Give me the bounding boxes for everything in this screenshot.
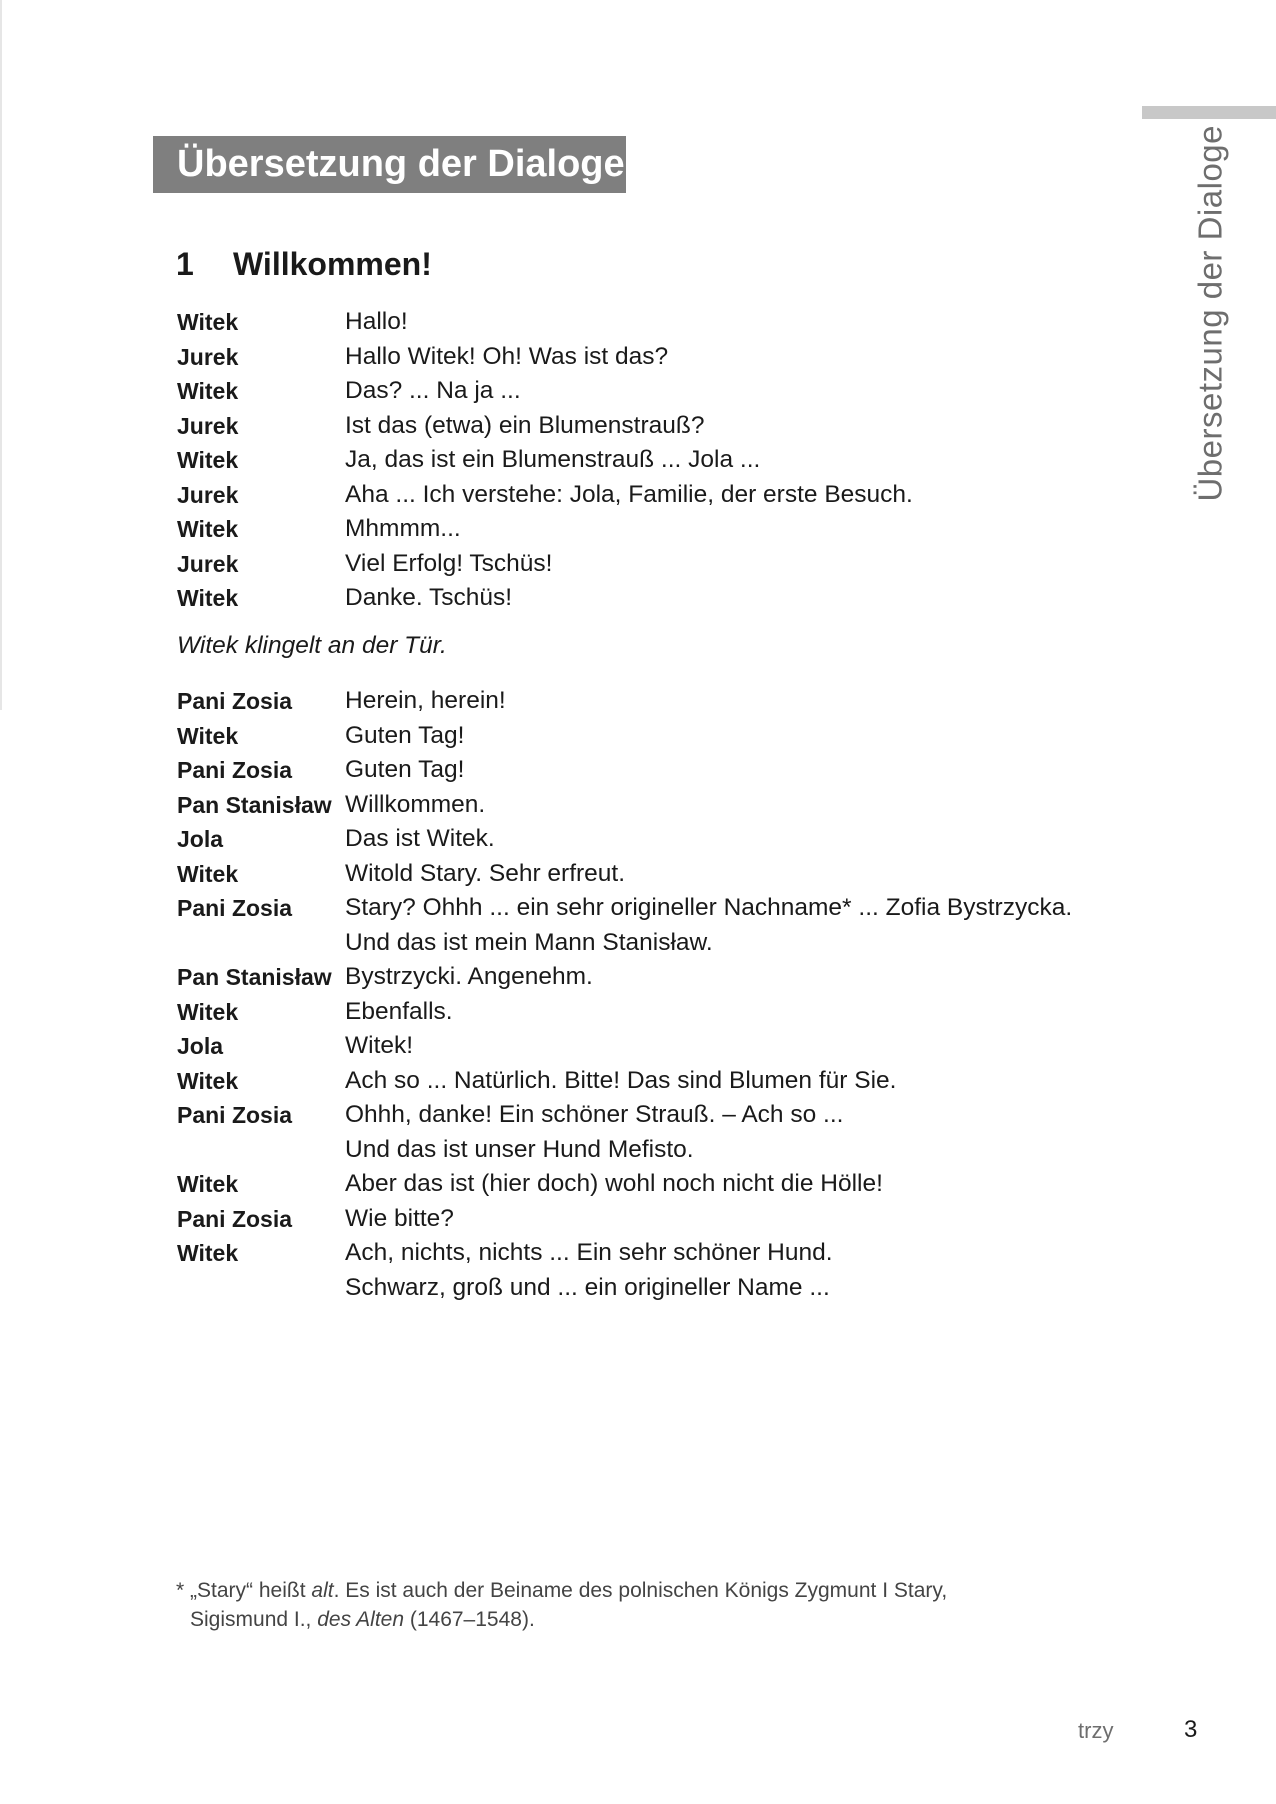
dialog-line: Guten Tag! — [345, 756, 465, 783]
dialog-text — [345, 512, 461, 547]
footnote-text: Sigismund I., — [190, 1608, 318, 1631]
side-tab-title: Übersetzung der Dialoge — [1192, 125, 1229, 502]
dialog-text — [345, 788, 485, 823]
dialog-row — [177, 822, 1097, 857]
dialog-line: Guten Tag! — [345, 721, 465, 749]
footnote — [176, 1576, 947, 1634]
speaker-name: Witek — [177, 516, 239, 542]
dialog-line: Aber das ist (hier doch) wohl noch nicht die Hölle! — [345, 1170, 883, 1197]
dialog-line: Ohhh, danke! Ein schöner Strauß. – Ach so ... — [345, 1101, 844, 1128]
dialog-line: Das? ... Na ja ... — [345, 377, 521, 404]
dialog-row — [177, 1064, 1097, 1099]
dialog-line: Ja, das ist ein Blumenstrauß ... Jola ... — [345, 446, 761, 473]
dialog-line: Hallo Witek! Oh! Was ist das? — [345, 342, 669, 370]
left-margin-rule — [0, 0, 2, 710]
dialog-text — [345, 857, 625, 892]
dialog-text — [345, 340, 668, 375]
speaker-name: Pan Stanisław — [177, 791, 332, 818]
dialog-line: Danke. Tschüs! — [345, 584, 513, 611]
dialog-row — [177, 995, 1097, 1030]
footnote-text: . Es ist auch der Beiname des polnischen Königs Zygmunt I Stary, — [333, 1579, 948, 1602]
speaker-name: Jola — [177, 1033, 224, 1059]
dialog-text — [345, 1236, 833, 1305]
dialog-line: Und das ist mein Mann Stanisław. — [345, 928, 713, 956]
footnote-line-1 — [176, 1576, 947, 1605]
dialog-row — [177, 788, 1097, 823]
section-heading — [176, 246, 432, 283]
speaker-name: Jurek — [177, 412, 239, 439]
thumb-tab-bar — [1142, 106, 1276, 119]
dialog-text — [345, 478, 913, 513]
speaker-name: Pani Zosia — [177, 1102, 293, 1128]
dialog-line: Bystrzycki. Angenehm. — [345, 963, 593, 990]
dialog-row — [177, 719, 1097, 754]
dialog-row — [177, 409, 1097, 444]
dialog-line: Hallo! — [345, 308, 408, 335]
dialog-row — [177, 478, 1097, 513]
dialog-row — [177, 891, 1097, 960]
speaker-name: Witek — [177, 722, 239, 749]
dialog-line: Willkommen. — [345, 790, 486, 818]
speaker-name: Pani Zosia — [177, 688, 293, 714]
footnote-marker: * — [176, 1579, 185, 1602]
dialog-text — [345, 1167, 883, 1202]
dialog-row — [177, 1029, 1097, 1064]
stage-direction: Witek klingelt an der Tür. — [177, 632, 447, 659]
dialog-line: Viel Erfolg! Tschüs! — [345, 549, 553, 577]
footnote-line-2 — [176, 1605, 947, 1634]
dialog-text — [345, 1064, 896, 1099]
speaker-name: Jola — [177, 826, 224, 852]
speaker-name: Witek — [177, 860, 239, 887]
dialog-text — [345, 409, 705, 444]
footnote-emphasis: des Alten — [317, 1608, 405, 1631]
dialog-row — [177, 684, 1097, 719]
dialog-row — [177, 1167, 1097, 1202]
dialog-text — [345, 995, 453, 1030]
dialog-line: Aha ... Ich verstehe: Jola, Familie, der erste Besuch. — [345, 480, 913, 508]
dialog-row — [177, 857, 1097, 892]
speaker-name: Witek — [177, 378, 239, 404]
speaker-name: Witek — [177, 998, 239, 1025]
speaker-name: Witek — [177, 447, 239, 473]
footnote-text: (1467–1548). — [404, 1608, 535, 1631]
dialog-text — [345, 1029, 413, 1064]
dialog-line: Schwarz, groß und ... ein origineller Name ... — [345, 1273, 830, 1301]
dialog-text — [345, 443, 760, 478]
dialog-line: Ebenfalls. — [345, 997, 453, 1025]
speaker-name: Pani Zosia — [177, 757, 293, 783]
dialog-text — [345, 753, 464, 788]
dialog-text — [345, 1098, 843, 1167]
dialog-line: Und das ist unser Hund Mefisto. — [345, 1135, 694, 1163]
speaker-name: Witek — [177, 1171, 239, 1197]
speaker-name: Jurek — [177, 343, 239, 370]
dialog-line: Das ist Witek. — [345, 825, 495, 852]
dialog-row — [177, 374, 1097, 409]
dialog-line: Ist das (etwa) ein Blumenstrauß? — [345, 411, 705, 439]
dialog-text — [345, 891, 1072, 960]
dialog-row — [177, 960, 1097, 995]
dialog-row — [177, 340, 1097, 375]
dialog-row — [177, 547, 1097, 582]
dialog-line: Wie bitte? — [345, 1204, 454, 1232]
speaker-name: Pani Zosia — [177, 895, 293, 921]
dialog-line: Stary? Ohhh ... ein sehr origineller Nachname* ... Zofia Bystrzycka. — [345, 894, 1073, 921]
dialog-text — [345, 374, 521, 409]
section-title: Willkommen! — [233, 246, 432, 282]
dialog-row — [177, 443, 1097, 478]
dialog-line: Ach so ... Natürlich. Bitte! Das sind Blumen für Sie. — [345, 1066, 897, 1094]
dialog-row — [177, 1236, 1097, 1305]
speaker-name: Jurek — [177, 481, 239, 508]
dialog-row — [177, 581, 1097, 616]
dialog-text — [345, 960, 593, 995]
speaker-name: Witek — [177, 585, 239, 611]
page-number-word: trzy — [1078, 1718, 1114, 1743]
dialog-row — [177, 1098, 1097, 1167]
speaker-name: Pan Stanisław — [177, 964, 332, 990]
dialog-row — [177, 753, 1097, 788]
chapter-banner: Übersetzung der Dialoge — [153, 136, 626, 193]
dialog-text — [345, 822, 495, 857]
speaker-name: Witek — [177, 1067, 239, 1094]
footnote-emphasis: alt — [311, 1579, 334, 1602]
speaker-name: Jurek — [177, 550, 239, 577]
dialog-text — [345, 581, 512, 616]
dialog-line: Mhmmm... — [345, 515, 461, 542]
dialog-text — [345, 305, 408, 340]
dialog-2 — [177, 684, 1097, 1305]
speaker-name: Witek — [177, 1240, 239, 1266]
dialog-1 — [177, 305, 1097, 616]
dialog-row — [177, 1202, 1097, 1237]
speaker-name: Pani Zosia — [177, 1205, 293, 1232]
dialog-row — [177, 512, 1097, 547]
section-number: 1 — [176, 246, 194, 282]
dialog-text — [345, 719, 464, 754]
dialog-line: Witek! — [345, 1032, 414, 1059]
dialog-text — [345, 684, 506, 719]
dialog-text — [345, 547, 552, 582]
dialog-line: Witold Stary. Sehr erfreut. — [345, 859, 626, 887]
dialog-line: Herein, herein! — [345, 687, 506, 714]
page-number: 3 — [1184, 1716, 1198, 1743]
dialog-line: Ach, nichts, nichts ... Ein sehr schöner Hund. — [345, 1239, 833, 1266]
dialog-row — [177, 305, 1097, 340]
footnote-text: „Stary“ heißt — [190, 1579, 312, 1602]
speaker-name: Witek — [177, 309, 239, 335]
dialog-text — [345, 1202, 454, 1237]
